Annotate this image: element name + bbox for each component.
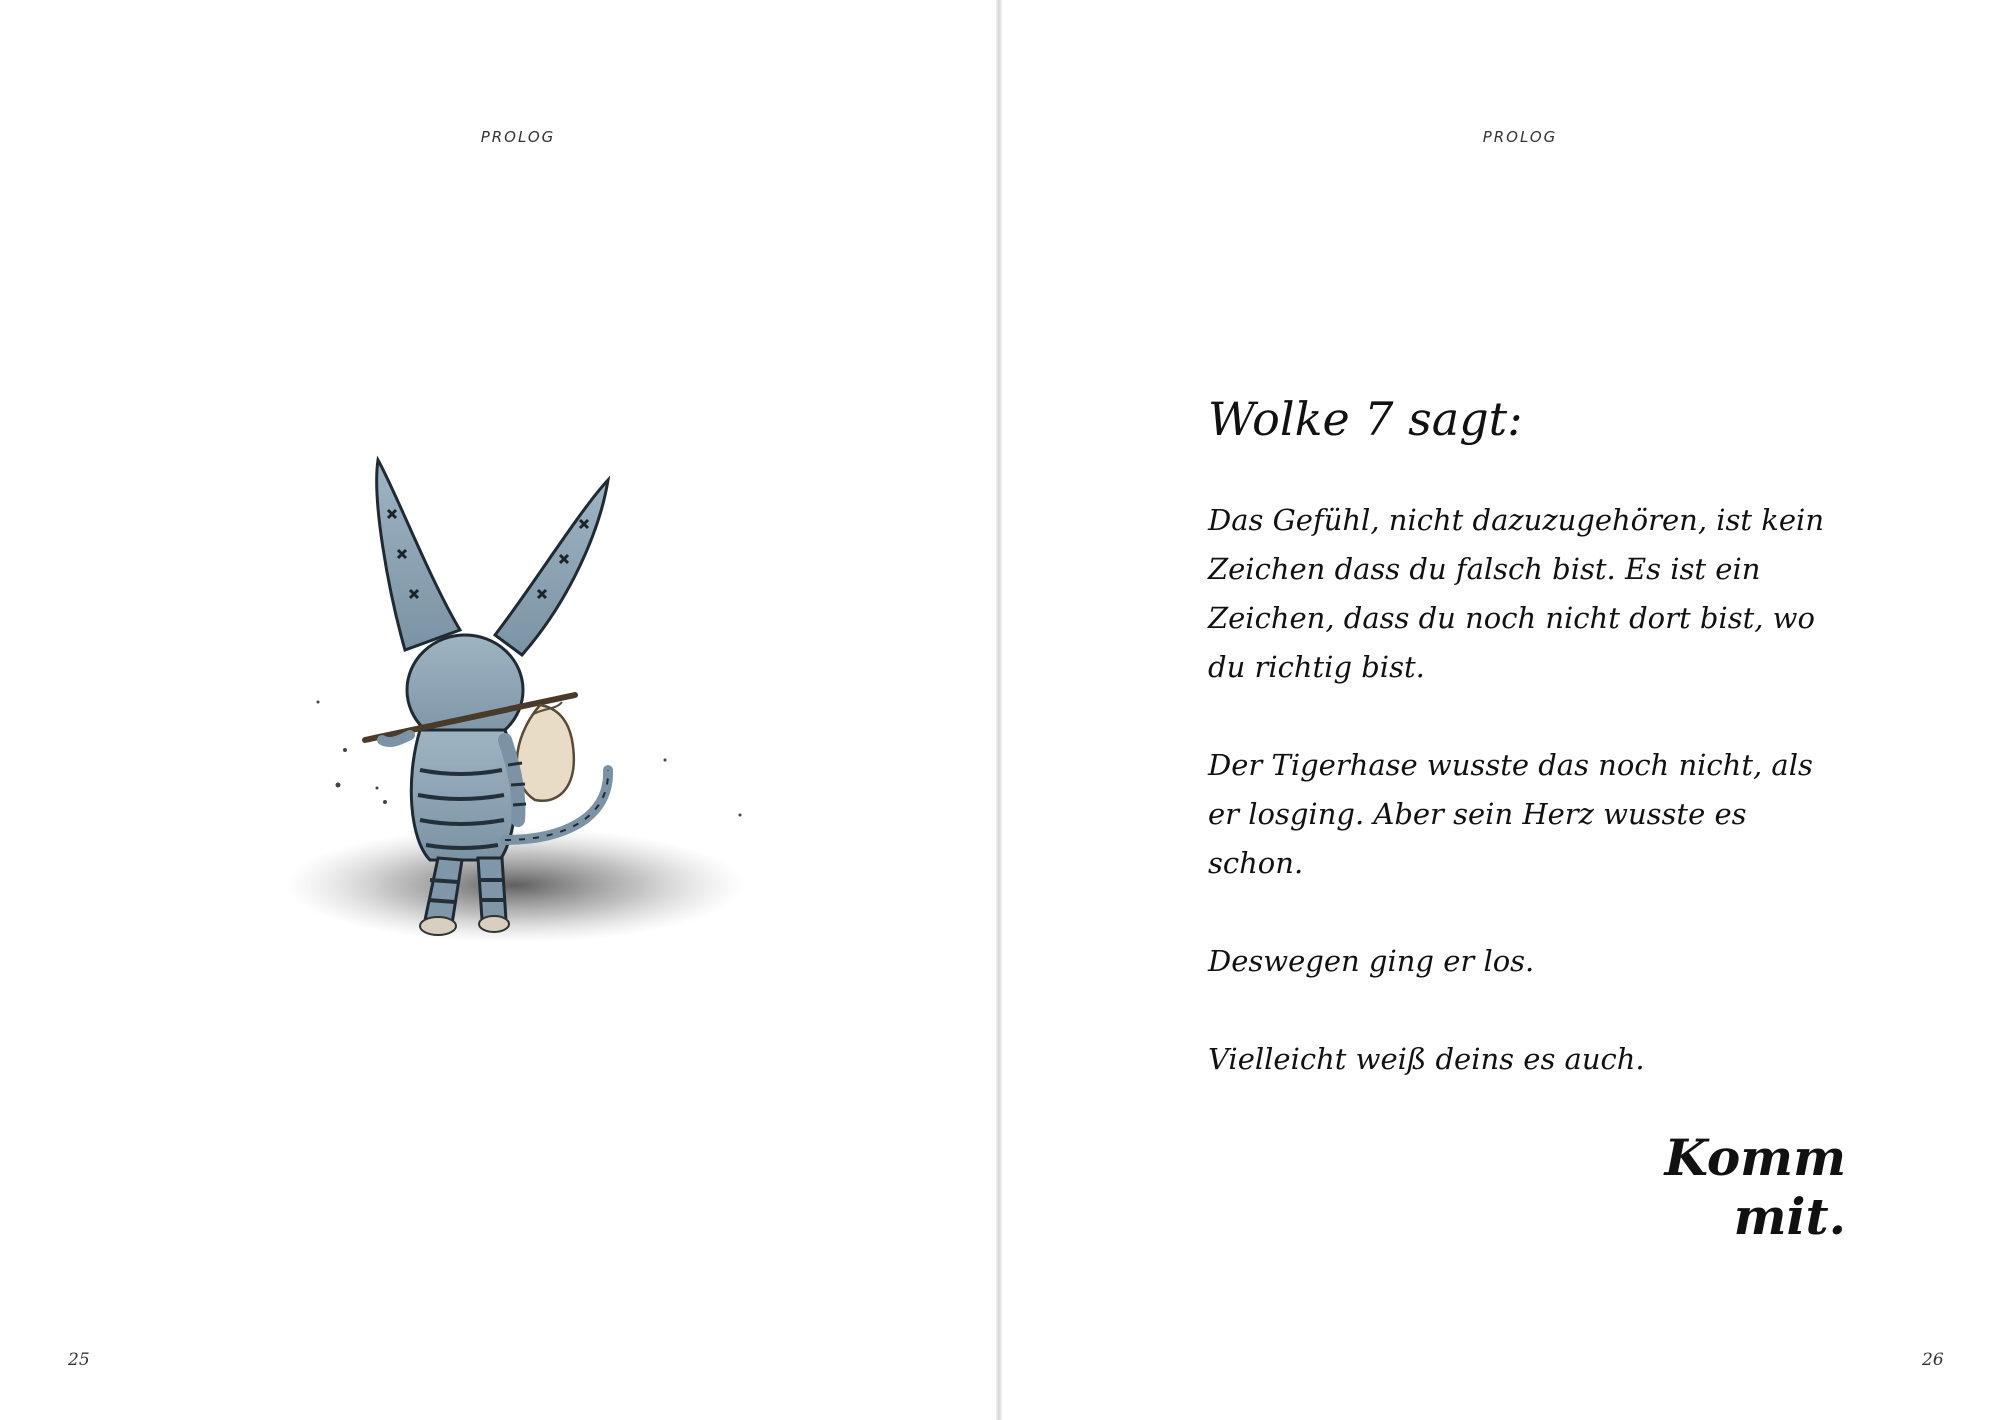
paragraph-3: Deswegen ging er los. xyxy=(1208,944,1535,978)
page-heading: Wolke 7 sagt: xyxy=(1208,392,1523,446)
left-ear xyxy=(377,460,460,650)
page-number-left: 25 xyxy=(68,1350,90,1370)
paragraph-4: Vielleicht weiß deins es auch. xyxy=(1208,1042,1645,1076)
right-leg xyxy=(478,858,506,920)
paragraph-2: Der Tigerhase wusste das noch nicht, als er losging. Aber sein Herz wusste es schon. xyxy=(1208,748,1813,880)
running-header-left: PROLOG xyxy=(480,128,556,146)
bindle-bag xyxy=(517,705,574,801)
tiger-hare-illustration xyxy=(270,440,770,960)
body-text xyxy=(1208,496,1848,1133)
right-ear xyxy=(495,480,608,655)
paragraph-1: Das Gefühl, nicht dazuzugehören, ist kein Zeichen dass du falsch bist. Es ist ein Zeichen, dass du noch nicht dort bist, wo du richtig bist. xyxy=(1208,503,1824,684)
running-header-right: PROLOG xyxy=(1482,128,1558,146)
page-number-right: 26 xyxy=(1922,1350,1944,1370)
left-page xyxy=(0,0,996,1420)
right-page xyxy=(1002,0,2000,1420)
closing-line: Komm mit. xyxy=(1664,1128,1846,1246)
